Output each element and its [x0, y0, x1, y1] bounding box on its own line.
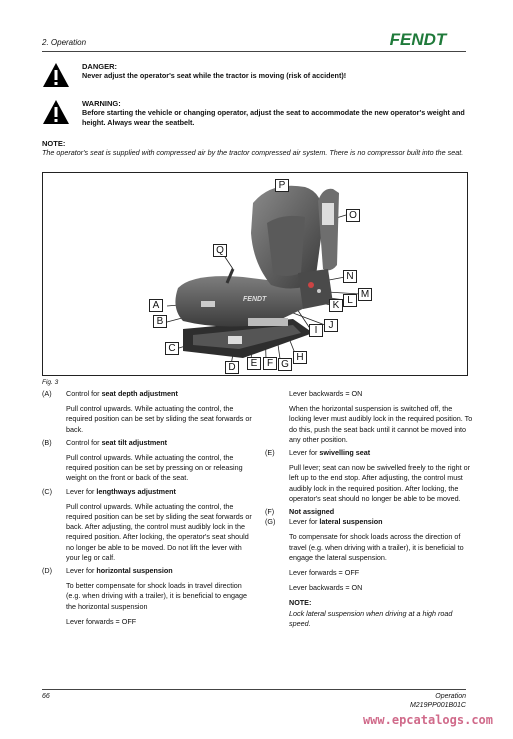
- warning-triangle-icon: [42, 99, 70, 125]
- item-description: Pull control upwards. While actuating the control, the required position can be set by sliding the seat forwards or back. After adjusting, the control must audibly lock in the required position. After locking, the operator's seat should no longer be able to be moved. Do not lift the lever with your leg or calf.: [66, 501, 252, 562]
- item-description: To compensate for shock loads across the direction of travel (e.g. when driving with a trailer), it is beneficial to engage the lateral suspension.: [289, 532, 464, 562]
- item-heading: seat tilt adjustment: [101, 437, 168, 447]
- svg-text:FENDT: FENDT: [243, 296, 267, 303]
- callout-h: H: [293, 351, 307, 364]
- note-text: Lock lateral suspension when driving at a high road speed.: [289, 608, 453, 628]
- callout-f: F: [263, 357, 277, 370]
- lever-forwards-text: Lever forwards = OFF: [66, 616, 137, 626]
- item-c: [42, 487, 257, 497]
- seat-figure: [42, 172, 468, 376]
- item-description: Pull control upwards. While actuating the control, the required position can be set by pressing on or releasing weight on the front or back of the seat.: [66, 453, 243, 483]
- item-d: [42, 566, 257, 576]
- callout-l: L: [343, 294, 357, 307]
- callout-a: A: [149, 299, 163, 312]
- callout-p: P: [275, 179, 289, 192]
- callout-e: E: [247, 357, 261, 370]
- callout-m: M: [358, 288, 372, 301]
- item-prefix: Lever for: [289, 517, 320, 527]
- item-heading: lengthways adjustment: [96, 486, 176, 496]
- watermark: www.epcatalogs.com: [362, 713, 493, 727]
- warning-title: WARNING:: [82, 99, 121, 108]
- callout-d: D: [225, 361, 239, 374]
- item-prefix: Lever for: [289, 448, 320, 458]
- item-heading: horizontal suspension: [96, 566, 173, 576]
- item-description: Pull lever; seat can now be swivelled freely to the right or left up to the end stop. After adjusting, the control must audibly lock in the required position. After locking, the operator's seat should no longer be able to be moved.: [289, 463, 470, 503]
- page-footer: [42, 689, 466, 711]
- lever-forwards-text: Lever forwards = OFF: [289, 568, 360, 578]
- item-heading: lateral suspension: [319, 517, 383, 527]
- figure-caption: Fig. 3: [42, 379, 59, 386]
- item-f: [265, 507, 475, 517]
- warning-notice: [42, 99, 472, 129]
- lateral-note: [265, 598, 475, 629]
- item-heading: seat depth adjustment: [101, 389, 178, 398]
- callout-o: O: [346, 209, 360, 222]
- footer-title: Operation: [435, 693, 466, 700]
- note-label: NOTE:: [42, 139, 66, 148]
- callout-j: J: [324, 319, 338, 332]
- item-key: (A): [42, 389, 52, 398]
- lever-backwards-text: Lever backwards = ON: [289, 389, 363, 398]
- item-heading: Not assigned: [289, 507, 335, 517]
- seat-illustration: [43, 173, 467, 375]
- note-label: NOTE:: [289, 598, 312, 608]
- section-title: 2. Operation: [42, 38, 87, 47]
- item-prefix: Control for: [66, 437, 102, 447]
- item-key: (B): [42, 437, 52, 447]
- callout-k: K: [329, 299, 343, 312]
- item-key: (D): [42, 566, 52, 576]
- fendt-logo: [370, 30, 466, 48]
- danger-notice: [42, 62, 472, 90]
- warning-text: Before starting the vehicle or changing operator, adjust the seat to accommodate the new operator's weight and height. Always wear the seatbelt.: [82, 108, 465, 127]
- item-heading: swivelling seat: [319, 448, 371, 458]
- item-key: (G): [265, 517, 276, 527]
- callout-n: N: [343, 270, 357, 283]
- callout-b: B: [153, 315, 167, 328]
- item-prefix: Lever for: [66, 486, 97, 496]
- item-g: [265, 517, 475, 527]
- note-text: The operator's seat is supplied with compressed air by the tractor compressed air system. There is no compressor built into the seat.: [42, 148, 464, 157]
- callout-g: G: [278, 358, 292, 371]
- page-header: [42, 30, 466, 52]
- callout-c: C: [165, 342, 179, 355]
- warning-triangle-icon: [42, 62, 70, 88]
- danger-title: DANGER:: [82, 62, 117, 71]
- item-a: [42, 389, 257, 399]
- item-prefix: Control for: [66, 389, 102, 398]
- item-description: When the horizontal suspension is switched off, the locking lever must audibly lock in the required position. To do this, push the seat back until it cannot be moved into any other position.: [289, 404, 473, 444]
- item-e: [265, 448, 475, 458]
- item-description: Pull control upwards. While actuating the control, the required position can be set by sliding the seat forwards or back.: [66, 404, 252, 434]
- page-number: 66: [42, 693, 50, 700]
- callout-q: Q: [213, 244, 227, 257]
- right-column: [265, 389, 475, 629]
- document-code: M219PP001B01C: [409, 702, 466, 709]
- item-b: [42, 438, 257, 448]
- item-key: (F): [265, 507, 275, 517]
- item-description: To better compensate for shock loads in travel direction (e.g. when driving with a trailer), it is beneficial to engage the horizontal suspension: [66, 581, 247, 611]
- left-column: [42, 389, 257, 630]
- callout-i: I: [309, 324, 323, 337]
- svg-text:FENDT: FENDT: [389, 30, 447, 48]
- item-key: (C): [42, 486, 52, 496]
- item-key: (E): [265, 448, 275, 458]
- lever-backwards-text: Lever backwards = ON: [289, 583, 363, 593]
- danger-text: Never adjust the operator's seat while the tractor is moving (risk of accident)!: [82, 71, 347, 80]
- item-prefix: Lever for: [66, 566, 97, 576]
